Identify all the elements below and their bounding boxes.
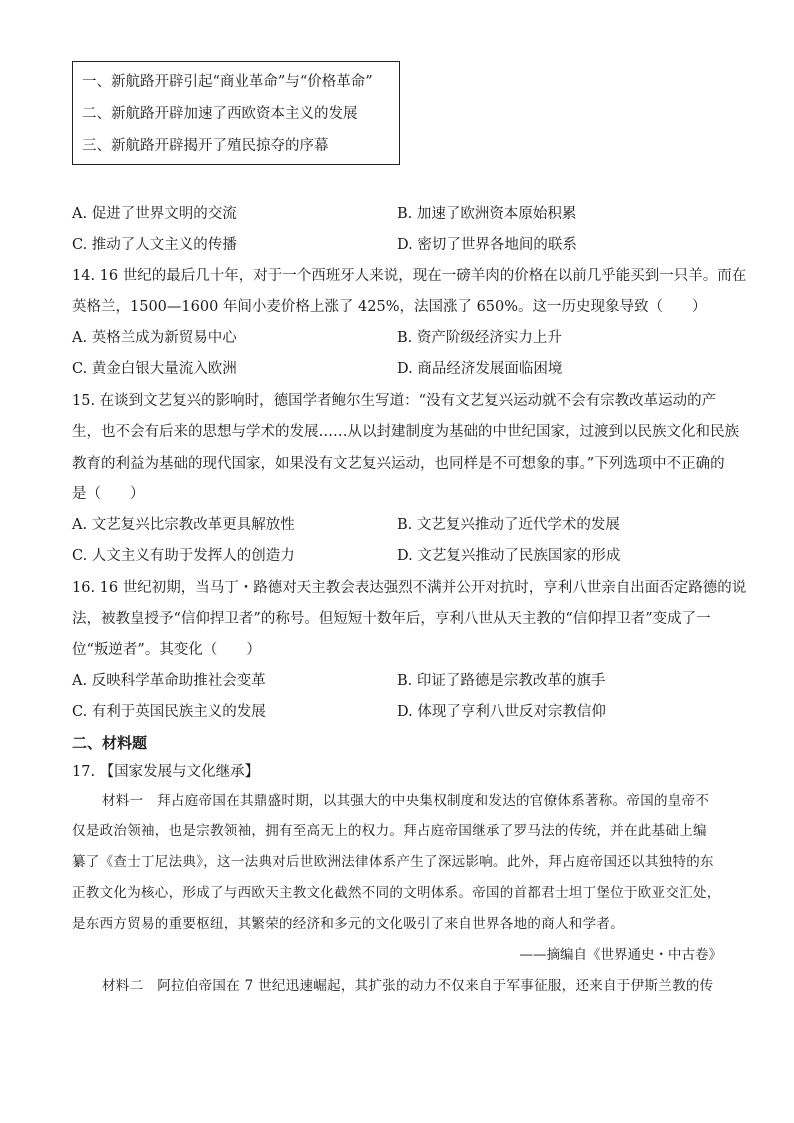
material1-line-2: 仅是政治领袖，也是宗教领袖，拥有至高无上的权力。拜占庭帝国继承了罗马法的传统，并在此基础上编 [72,823,707,839]
material2-line-1: 材料二 阿拉伯帝国在 7 世纪迅速崛起，其扩张的动力不仅来自于军事征服，还来自于伊斯兰教的传 [102,978,714,994]
q15-stem-line-4: 是（ ） [72,486,145,502]
q15-stem-line-3: 教育的利益为基础的现代国家，如果没有文艺复兴运动，也同样是不可想象的事。”下列选项中不正确的 [72,456,725,472]
summary-line-3: 三、新航路开辟揭开了殖民掠夺的序幕 [82,138,329,154]
q15-stem-line-2: 生，也不会有后来的思想与学术的发展……从以封建制度为基础的中世纪国家，过渡到以民族文化和民族 [72,424,739,440]
q16-stem-line-3: 位“叛逆者”。其变化（ ） [72,642,261,658]
section-heading: 二、材料题 [72,734,148,752]
q13-option-a: A. 促进了世界文明的交流 [72,206,237,222]
q16-stem-line-1: 16. 16 世纪初期，当马丁・路德对天主教会表达强烈不满并公开对抗时，亨利八世亲自出面否定路德的说 [72,580,747,596]
q16-stem-line-2: 法，被教皇授予“信仰捍卫者”的称号。但短短十数年后，亨利八世从天主教的“信仰捍卫者”变成了一 [72,611,711,627]
q14-option-a: A. 英格兰成为新贸易中心 [72,330,237,346]
summary-box [72,61,400,165]
q14-stem-line-2: 英格兰，1500—1600 年间小麦价格上涨了 425%，法国涨了 650%。这一历史现象导致（ ） [72,299,707,315]
q16-option-c: C. 有利于英国民族主义的发展 [72,704,266,720]
summary-line-2: 二、新航路开辟加速了西欧资本主义的发展 [82,106,358,122]
q14-option-c: C. 黄金白银大量流入欧洲 [72,361,237,377]
q14-option-d: D. 商品经济发展面临困境 [397,361,563,377]
q14-stem-line-1: 14. 16 世纪的最后几十年，对于一个西班牙人来说，现在一磅羊肉的价格在以前几乎能买到一只羊。而在 [72,268,747,284]
q15-option-a: A. 文艺复兴比宗教改革更具解放性 [72,517,295,533]
q16-option-d: D. 体现了亨利八世反对宗教信仰 [397,704,606,720]
summary-line-1: 一、新航路开辟引起“商业革命”与“价格革命” [82,74,373,90]
q14-option-b: B. 资产阶级经济实力上升 [397,330,562,346]
material1-line-4: 正教文化为核心，形成了与西欧天主教文化截然不同的文明体系。帝国的首都君士坦丁堡位于欧亚交汇处， [72,885,721,901]
q13-option-b: B. 加速了欧洲资本原始积累 [397,206,577,222]
q15-stem-line-1: 15. 在谈到文艺复兴的影响时，德国学者鲍尔生写道：“没有文艺复兴运动就不会有宗教改革运动的产 [72,393,717,409]
q13-option-d: D. 密切了世界各地间的联系 [397,237,577,253]
q13-option-c: C. 推动了人文主义的传播 [72,237,237,253]
material1-line-1: 材料一 拜占庭帝国在其鼎盛时期，以其强大的中央集权制度和发达的官僚体系著称。帝国的皇帝不 [102,793,710,809]
material1-line-3: 纂了《查士丁尼法典》，这一法典对后世欧洲法律体系产生了深远影响。此外，拜占庭帝国还以其独特的东 [72,854,714,870]
material1-line-5: 是东西方贸易的重要枢纽，其繁荣的经济和多元的文化吸引了来自世界各地的商人和学者。 [72,916,624,932]
q15-option-b: B. 文艺复兴推动了近代学术的发展 [397,517,620,533]
q17-title: 17. 【国家发展与文化继承】 [72,764,260,780]
q15-option-d: D. 文艺复兴推动了民族国家的形成 [397,548,621,564]
q15-option-c: C. 人文主义有助于发挥人的创造力 [72,548,295,564]
material1-source: ——摘编自《世界通史・中古卷》 [519,947,722,963]
q16-option-a: A. 反映科学革命助推社会变革 [72,673,266,689]
q16-option-b: B. 印证了路德是宗教改革的旗手 [397,673,606,689]
